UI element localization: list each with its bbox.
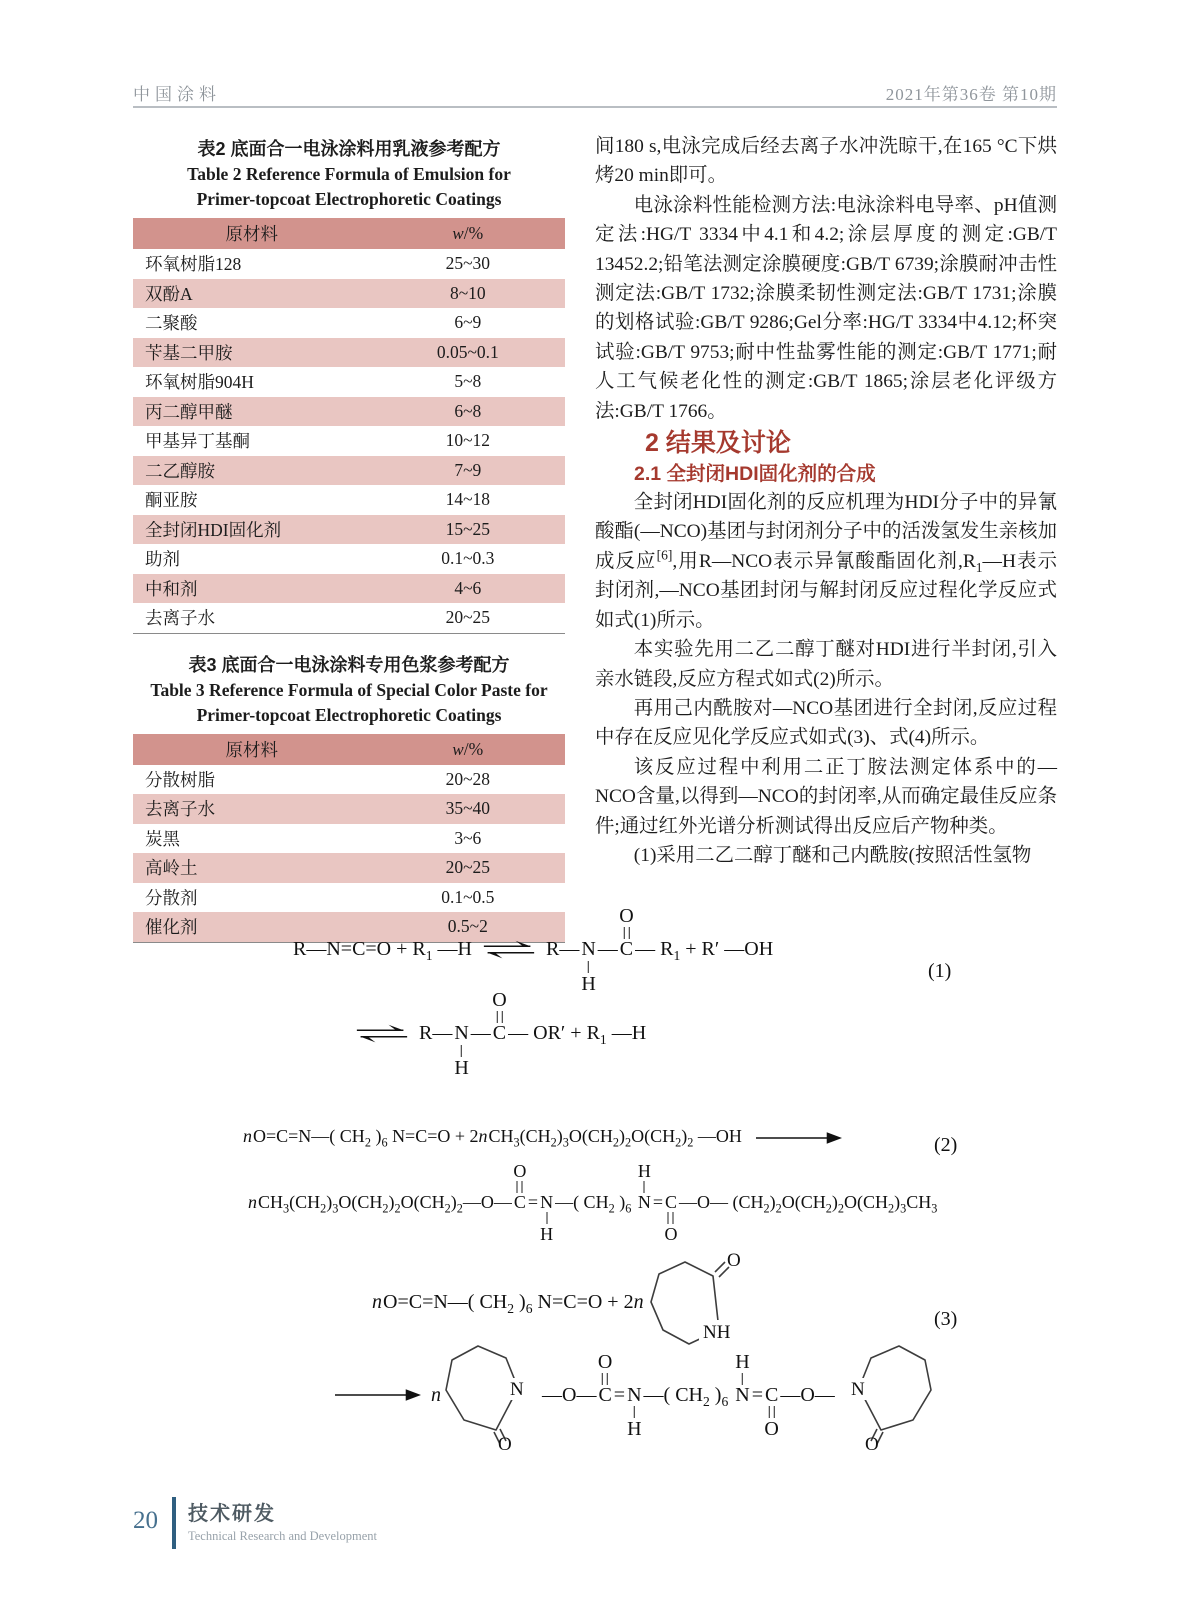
issue-info: 2021年第36卷 第10期 (885, 85, 1057, 104)
table3 (133, 734, 565, 943)
formula-text: —( $CH_2$ )$_6$ (643, 1383, 729, 1409)
atom-stack: C O (492, 989, 507, 1044)
formula-chain (542, 1350, 835, 1441)
left-column (133, 136, 565, 943)
formula-text: R—N=C=O + $R_1$ —H (293, 938, 472, 963)
formula-text: = (652, 1192, 663, 1212)
material-cell: 二聚酸 (145, 313, 198, 334)
table-row (133, 515, 565, 545)
equation-4-line (325, 1338, 935, 1452)
caprolactam-ring (442, 1338, 542, 1452)
table2-caption-cn: 表2 底面合一电泳涂料用乳液参考配方 (197, 139, 501, 159)
formula-text: —( $CH_2$ )$_6$ (555, 1192, 632, 1216)
formula-text: O=C=N—( $CH_2$ )$_6$ N=C=O + 2 (253, 1126, 479, 1150)
material-cell: 酮亚胺 (145, 490, 198, 511)
coefficient-n: n (243, 1126, 252, 1146)
equation-2-line-2 (248, 1161, 938, 1245)
value-cell: 25~30 (445, 253, 491, 274)
paragraph: 间180 s,电泳完成后经去离子水冲洗晾干,在165 °C下烘烤20 min即可。 (595, 136, 1057, 187)
formula-chain (431, 1384, 442, 1407)
material-cell: 环氧树脂128 (145, 254, 242, 275)
paragraph: 本实验先用二乙二醇丁醚对HDI进行半封闭,引入亲水链段,反应方程式如式(2)所示。 (595, 639, 1057, 690)
atom-label: N (850, 1379, 865, 1400)
material-cell: 苄基二甲胺 (145, 342, 233, 363)
formula-text: = (751, 1383, 763, 1406)
table3-col2-header: w/% (452, 738, 484, 759)
value-cell: 3~6 (454, 827, 482, 848)
table-row (133, 338, 565, 368)
footer-section-cn: 技术研发 (188, 1503, 276, 1525)
coefficient-n: n (248, 1192, 257, 1212)
formula-text: R— (546, 938, 580, 960)
atom-label: N (510, 1379, 524, 1400)
atom-stack: C O (513, 1161, 527, 1212)
formula-text: R— (419, 1022, 453, 1044)
formula-text: $CH_3(CH_2)_3O(CH_2)_2O(CH_2)_2—O—$ (258, 1192, 512, 1216)
table-row (133, 544, 565, 574)
atom-stack: N H (581, 938, 596, 995)
table-row (133, 456, 565, 486)
table-row (133, 603, 565, 633)
table-row (133, 249, 565, 279)
value-cell: 20~25 (445, 607, 491, 628)
material-cell: 分散剂 (145, 887, 198, 908)
table3-caption-cn: 表3 底面合一电泳涂料专用色浆参考配方 (188, 654, 510, 675)
value-cell: 5~8 (454, 371, 482, 392)
table-row (133, 426, 565, 456)
section-heading: 2 结果及讨论 (645, 429, 791, 458)
table2-caption-en2: Primer-topcoat Electrophoretic Coatings (196, 189, 502, 209)
value-cell: 7~9 (454, 459, 482, 480)
formula-text: $CH_3(CH_2)_3O(CH_2)_2O(CH_2)_2$ —OH (488, 1126, 747, 1150)
value-cell: 10~12 (445, 430, 491, 451)
value-cell: 0.1~0.5 (441, 886, 495, 907)
table2-col1-header: 原材料 (225, 224, 279, 244)
value-cell: 20~25 (445, 857, 491, 878)
coefficient-n: n (372, 1290, 382, 1313)
table2-col2-header: w/% (452, 223, 484, 243)
table-row (133, 794, 565, 824)
atom-stack: N H (735, 1350, 750, 1406)
reaction-arrow-icon (756, 1130, 842, 1146)
table-row (133, 883, 565, 913)
material-cell: 双酚A (145, 283, 193, 304)
material-cell: 助剂 (145, 549, 180, 570)
coefficient-n: n (633, 1290, 644, 1313)
footer-bar (172, 1497, 176, 1549)
material-cell: 丙二醇甲醚 (145, 401, 233, 422)
value-cell: 20~28 (445, 768, 491, 789)
atom-stack: N H (540, 1192, 554, 1245)
equilibrium-arrow-icon (355, 1024, 409, 1044)
material-cell: 全封闭HDI固化剂 (145, 519, 282, 540)
table-row (133, 397, 565, 427)
value-cell: 15~25 (445, 518, 491, 539)
atom-label: O (498, 1434, 512, 1452)
formula-text: —O— $(CH_2)_2O(CH_2)_2O(CH_2)_3CH_3$ (678, 1192, 938, 1216)
table3-caption-en2: Primer-topcoat Electrophoretic Coatings (196, 704, 502, 725)
equation-2-label: (2) (934, 1134, 958, 1156)
paragraph: 电泳涂料性能检测方法:电泳涂料电导率、pH值测定法:HG/T 3334中4.1和4.2;涂层厚度的测定:GB/T 13452.2;铅笔法测定涂膜硬度:GB/T 6739;涂膜耐冲击性测定法:GB/T 1732;涂膜柔韧性测定法:GB/T 1731;涂膜的划格试验:GB/T 9286;Gel分率:HG/T 3334中4.12;杯突试验:GB/T 9753;耐中性盐雾性能的测定:GB/T 1771;耐人工气候老化性的测定:GB/T 1865;涂层老化评级方法:GB/T 1766。 (595, 194, 1057, 422)
table2-header-row (133, 218, 565, 249)
caprolactam-ring (835, 1338, 935, 1452)
table2 (133, 218, 565, 634)
material-cell: 高岭土 (145, 858, 198, 879)
table3-header-row (133, 734, 565, 765)
table-row (133, 279, 565, 309)
table2-caption-en1: Table 2 Reference Formula of Emulsion for (187, 164, 511, 184)
value-cell: 6~8 (454, 400, 482, 421)
value-cell: 14~18 (445, 489, 491, 510)
formula-text: — $R_1 + R'$ —OH (635, 938, 774, 963)
material-cell: 二乙醇胺 (145, 460, 215, 481)
paragraph: 再用己内酰胺对—NCO基团进行全封闭,反应过程中存在反应见化学反应式如式(3)、式(4)所示。 (595, 697, 1057, 749)
atom-label: NH (702, 1322, 731, 1343)
material-cell: 催化剂 (145, 917, 198, 938)
formula-text: —O— (542, 1383, 597, 1406)
atom-stack: C O (764, 1383, 779, 1441)
material-cell: 去离子水 (145, 799, 215, 820)
formula-text: O=C=N—( $CH_2$ )$_6$ N=C=O + 2 (383, 1290, 634, 1316)
material-cell: 去离子水 (145, 608, 215, 629)
paragraph: 该反应过程中利用二正丁胺法测定体系中的—NCO含量,以得到—NCO的封闭率,从而确定最佳反应条件;通过红外光谱分析测试得出反应后产物种类。 (595, 756, 1057, 837)
formula-text: —O— (780, 1383, 835, 1406)
formula-text: = (527, 1192, 539, 1212)
table-row (133, 824, 565, 854)
paragraph: (1)采用二乙二醇丁醚和己内酰胺(按照活性氢物 (633, 844, 1032, 866)
table-row (133, 765, 565, 795)
value-cell: 6~9 (454, 312, 482, 333)
value-cell: 35~40 (445, 798, 491, 819)
atom-stack: N H (454, 1022, 469, 1079)
value-cell: 4~6 (454, 577, 482, 598)
formula-chain (372, 1291, 645, 1314)
material-cell: 甲基异丁基酮 (145, 431, 250, 452)
header-rule (133, 106, 1057, 108)
material-cell: 分散树脂 (145, 769, 215, 790)
table-row (133, 367, 565, 397)
atom-stack: N H (637, 1161, 651, 1212)
material-cell: 环氧树脂904H (145, 372, 254, 393)
coefficient-n: n (478, 1126, 488, 1146)
atom-label: O (726, 1250, 741, 1271)
right-column (595, 132, 1057, 870)
atom-stack: C O (619, 905, 634, 960)
atom-label: O (864, 1434, 879, 1452)
equation-1-label: (1) (928, 960, 952, 982)
material-cell: 炭黑 (145, 828, 180, 849)
value-cell: 8~10 (449, 282, 486, 303)
value-cell: 0.5~2 (447, 916, 488, 937)
table-row (133, 308, 565, 338)
formula-text: — $OR' + R_1$ —H (508, 1022, 647, 1047)
coefficient-n: n (431, 1383, 441, 1406)
subsection-heading: 2.1 全封闭HDI固化剂的合成 (634, 463, 876, 486)
equation-3-label: (3) (934, 1308, 958, 1330)
value-cell: 0.1~0.3 (441, 548, 495, 569)
footer (133, 1497, 377, 1549)
footer-section-en: Technical Research and Development (188, 1529, 377, 1543)
journal-name: 中国涂料 (133, 85, 221, 104)
paragraph: 全封闭HDI固化剂的反应机理为HDI分子中的异氰酸酯(—NCO)基团与封闭剂分子中的活泼氢发生亲核加成反应[6],用R—NCO表示异氰酸酯固化剂$,R_1—H$表示封闭剂,—NCO基团封闭与解封闭反应过程化学反应式如式(1)所示。 (595, 492, 1057, 631)
formula-text: — (470, 1022, 491, 1044)
table3-caption-en1: Table 3 Reference Formula of Special Color Paste for (150, 679, 548, 700)
table-row (133, 574, 565, 604)
value-cell: 0.05~0.1 (436, 341, 499, 362)
atom-stack: C O (597, 1350, 613, 1406)
reaction-arrow-icon (335, 1387, 421, 1403)
table-row (133, 485, 565, 515)
formula-text: = (613, 1383, 626, 1406)
table3-col1-header: 原材料 (225, 739, 279, 760)
atom-stack: C O (664, 1192, 678, 1245)
formula-text: — (597, 938, 618, 960)
atom-stack: N H (627, 1383, 642, 1441)
equation-1-line-2 (345, 989, 647, 1079)
material-cell: 中和剂 (145, 578, 198, 599)
page-number: 20 (133, 1507, 158, 1534)
equation-2-line-1 (243, 1126, 852, 1150)
equilibrium-arrow-icon (482, 940, 536, 960)
table-row (133, 853, 565, 883)
